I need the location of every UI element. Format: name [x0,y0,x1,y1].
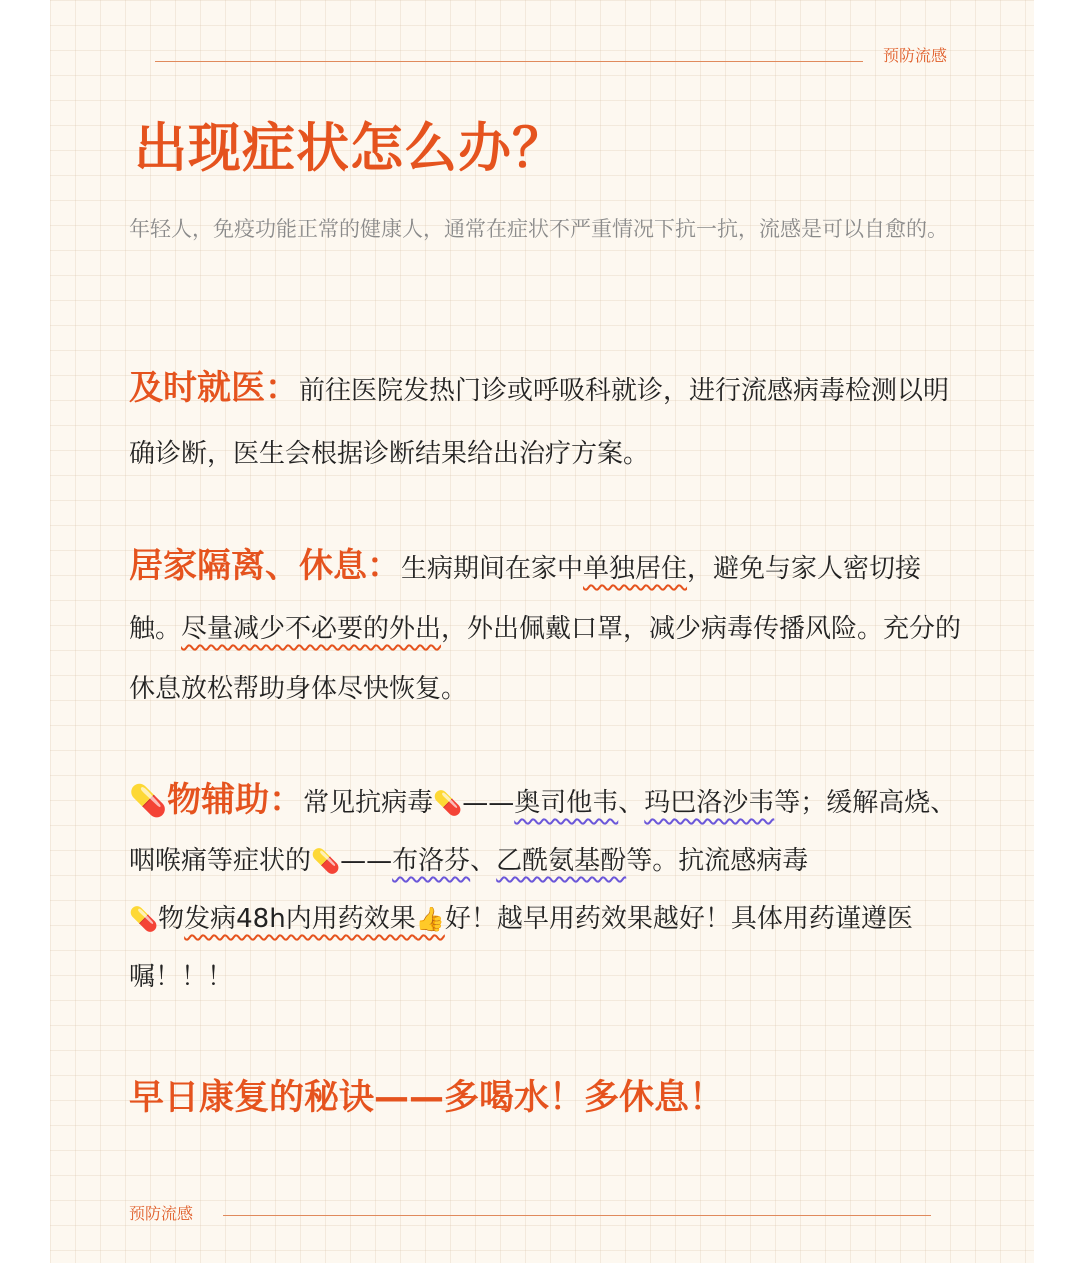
section-text: ，外出佩戴口罩，减少病毒传播风险。充分的休息放松帮助身体尽快恢复。 [129,614,962,704]
section-heading: 及时就医： [129,368,299,408]
section-heading-text: 物辅助： [167,780,304,820]
section-text: 、 [470,846,497,876]
section-text: 等。抗流感病毒 [626,846,809,876]
section-text: ，避免与家人密切接触。 [129,554,922,644]
header-divider [155,61,863,62]
section-text: —— [462,788,515,818]
highlight-48h-text: 发病48h内用药效果 [184,904,416,934]
highlight-reduce-outings: 尽量减少不必要的外出 [181,614,442,644]
pill-icon: 💊 [129,784,168,819]
section-text: 常见抗病毒 [303,788,434,818]
section-text: 物 [158,904,185,934]
section-text: 好！越早用药效果越好！具体用药谨遵医嘱！！！ [129,904,913,992]
section-home-isolation [129,536,969,719]
closing-slogan: 早日康复的秘诀——多喝水！多休息！ [129,1078,725,1118]
pill-icon: 💊 [311,847,341,875]
section-medication [129,771,969,1006]
thumbs-up-icon: 👍 [415,905,445,933]
section-heading: 居家隔离、休息： [129,546,401,586]
pill-icon: 💊 [129,905,159,933]
highlight-48h [184,904,445,934]
footer-divider [223,1215,931,1216]
highlight-live-alone: 单独居住 [583,554,688,584]
section-text: 、 [618,788,645,818]
section-text: 等；缓解高烧、咽喉痛等症状的 [129,788,957,876]
drug-acetaminophen: 乙酰氨基酚 [496,846,627,876]
section-text: —— [340,846,393,876]
section-heading [129,780,303,820]
section-text: 前往医院发热门诊或呼吸科就诊，进行流感病毒检测以明确诊断，医生会根据诊断结果给出治疗方案。 [129,376,950,469]
drug-baloxavir: 玛巴洛沙韦 [644,788,775,818]
intro-paragraph: 年轻人，免疫功能正常的健康人，通常在症状不严重情况下抗一抗，流感是可以自愈的。 [129,217,948,241]
section-text: 生病期间在家中 [401,554,584,584]
note-page [50,0,1034,1263]
section-see-doctor [129,357,969,486]
drug-ibuprofen: 布洛芬 [392,846,471,876]
pill-icon: 💊 [433,789,463,817]
footer-tag: 预防流感 [129,1204,194,1223]
page-title: 出现症状怎么办？ [134,118,566,179]
drug-oseltamivir: 奥司他韦 [514,788,619,818]
header-tag: 预防流感 [883,46,948,65]
